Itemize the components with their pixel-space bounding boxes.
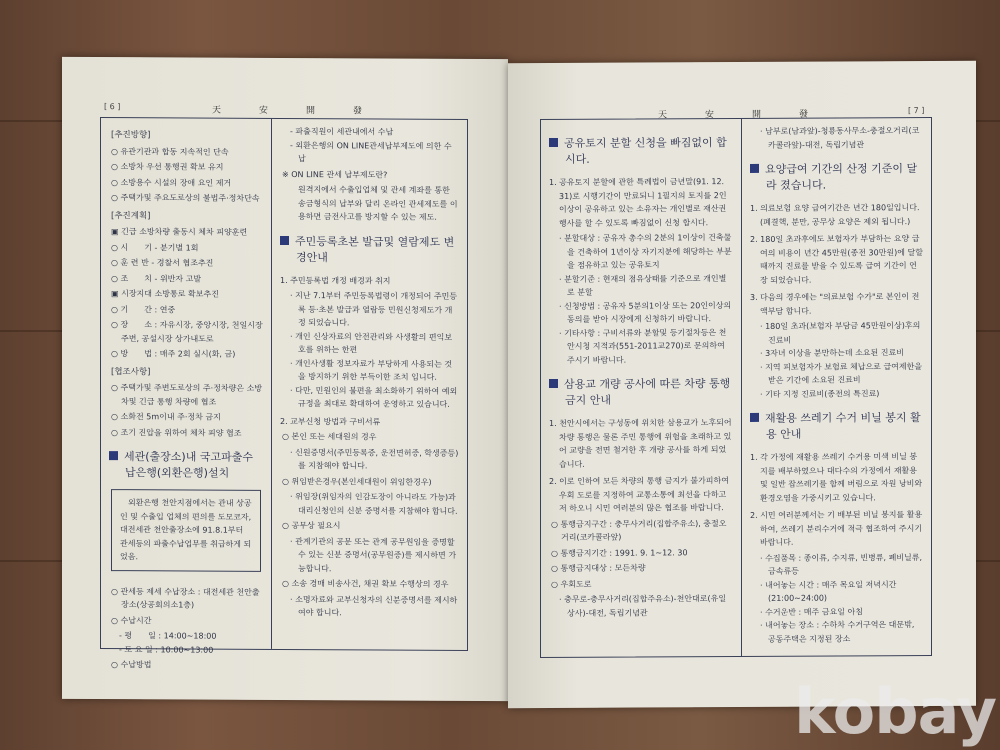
section-heading bbox=[109, 449, 263, 482]
text-line: · 3자녀 이상을 분만하는데 소요된 진료비 bbox=[760, 348, 904, 358]
heading-text: 재활용 쓰레기 수거 비닐 봉지 활용 안내 bbox=[765, 411, 921, 441]
text-line: ○ 소송 경매 비송사건, 채권 확보 수행상의 경우 bbox=[282, 578, 449, 589]
text-line: · 지역 피보험자가 보험료 체납으로 급여제한을 받은 기간에 소요된 진료비 bbox=[760, 361, 923, 385]
text-line: 2. 180일 초과후에도 보험자가 부담하는 요양 급여의 비용이 년간 45만원(종전 30만원)에 달할 때까지 진료를 받을 수 있도록 급여 기간이 연장 되었습니다. bbox=[750, 234, 923, 285]
content-frame bbox=[540, 117, 932, 658]
left-page bbox=[62, 57, 508, 701]
text-line: · 분할대상 : 공유자 총수의 2분의 1이상이 건축물을 건축하여 1년이상 자기지분에 해당하는 부분을 점유하고 있는 공유토지 bbox=[559, 233, 732, 270]
heading-text: 요양급여 기간의 산정 기준이 달라 졌습니다. bbox=[765, 162, 918, 192]
text-line: - 파출직원이 세관내에서 수납 bbox=[290, 127, 394, 137]
text-line: ○ 수납시간 bbox=[111, 615, 152, 625]
text-line: - 토 요 일 : 10:00~13:00 bbox=[119, 644, 214, 655]
subheading: [추진계획] bbox=[111, 210, 151, 221]
section-heading bbox=[280, 233, 459, 266]
square-bullet-icon bbox=[750, 413, 759, 422]
running-title: 天安開發 bbox=[212, 105, 401, 117]
column-2 bbox=[741, 118, 931, 656]
section-heading bbox=[750, 410, 923, 443]
text-line: · 신원증명서(주민등록증, 운전면허증, 학생증등)를 지참해야 합니다. bbox=[290, 447, 459, 471]
subheading: [협조사항] bbox=[111, 366, 151, 377]
text-line: ○ 조기 진압을 위하여 체차 피양 협조 bbox=[111, 427, 242, 438]
square-bullet-icon bbox=[280, 235, 289, 244]
text-line: ○ 주택가및 주요도로상의 불법주·정차단속 bbox=[111, 193, 260, 203]
text-line: · 다만, 민원인의 불편을 최소화하기 위하여 예외 규정을 최대로 확대하여 운영하고 있습니다. bbox=[290, 385, 458, 409]
text-line: - 평 일 : 14:00~18:00 bbox=[119, 631, 217, 641]
text-line: · 신청방법 : 공유자 5분의1이상 또는 20인이상의 동의를 받아 시장에게 신청하기 바랍니다. bbox=[559, 300, 732, 324]
text-line: · 내어놓는 장소 : 수하차 수거구역은 대문밖, 공동주택은 지정된 장소 bbox=[760, 620, 915, 644]
column-2 bbox=[271, 119, 467, 650]
text-line: ○ 통행금지대상 : 모든차량 bbox=[551, 563, 646, 574]
page-number: [ 7 ] bbox=[908, 106, 925, 116]
heading-text: 삼용교 개량 공사에 따른 차량 통행금지 안내 bbox=[564, 377, 731, 407]
text-line: · 남부로(남과앞)-청룡동사무소-충절오거리(코카콜라앞)-대전, 독립기념관 bbox=[760, 126, 920, 150]
text-line: 2. 시민 여러분께서는 기 배부된 비닐 봉지를 활용하여, 쓰레기 분리수거에 적극 협조하여 주시기 바랍니다. bbox=[750, 510, 923, 547]
text-line: · 기타 지정 진료비(종전의 특진료) bbox=[760, 388, 880, 399]
text-line: ○ 방 법 : 매주 2회 실시(화, 금) bbox=[111, 349, 236, 359]
text-line: ○ 관세등 제세 수납장소 : 대전세관 천안출장소(상공회의소1층) bbox=[111, 586, 260, 610]
text-line: · 관계기관의 공문 또는 관계 공무원임을 증명할 수 있는 신분 증명서(공무원증)를 제시하면 가능합니다. bbox=[290, 536, 457, 573]
column-1 bbox=[541, 119, 741, 657]
text-line: 3. 다음의 경우에는 "의료보험 수가"로 본인이 전액부담 합니다. bbox=[750, 292, 920, 316]
section-heading bbox=[549, 376, 733, 409]
text-line: ○ 본인 또는 세대원의 경우 bbox=[282, 431, 377, 442]
text-line: - 외환은행의 ON LINE관세납부제도에 의한 수납 bbox=[290, 140, 452, 164]
boxed-notice: 외환은행 천안지점에서는 관내 상공인 및 수출입 업체의 편의를 도모코자, 대전세관 천안출장소에 91.8.1부터 관세등의 파출수납업무를 취급하게 되었음. bbox=[111, 489, 261, 571]
text-line: ○ 기 간 : 연중 bbox=[111, 304, 176, 314]
square-bullet-icon bbox=[750, 164, 759, 173]
heading-text: 주민등록초본 발급및 열람제도 변경안내 bbox=[295, 234, 455, 264]
text-line: ○ 위임받은경우(본인세대원이 위임한경우) bbox=[282, 476, 432, 487]
heading-text: 세관(출장소)내 국고파출수납은행(외환은행)설치 bbox=[124, 450, 253, 480]
text-line: ▣ 긴급 소방차량 출동시 체차 피양훈련 bbox=[111, 227, 248, 237]
text-line: 2. 교부신청 방법과 구비서류 bbox=[280, 416, 381, 426]
section-heading bbox=[750, 161, 923, 194]
text-line: 1. 주민등록법 개정 배경과 취지 bbox=[280, 275, 391, 286]
text-line: ○ 조 치 - 위반자 고발 bbox=[111, 273, 202, 284]
text-line: ○ 훈 련 반 - 경찰서 협조추진 bbox=[111, 258, 214, 268]
text-line: ○ 소방차 우선 통행권 확보 유지 bbox=[111, 162, 224, 172]
text-line: · 개인 신상자료의 안전관리와 사생활의 편익보호를 위하는 한편 bbox=[290, 331, 453, 355]
text-line: ○ 소방용수 시설의 장애 요인 제거 bbox=[111, 177, 232, 188]
square-bullet-icon bbox=[549, 138, 558, 147]
text-line: · 충무로-충무사거리(집합주유소)-천안대로(유일상사)-대전, 독립기념관 bbox=[559, 594, 727, 618]
text-line: ○ 통행금지구간 : 충무사거리(집합주유소), 충절오거리(코카콜라앞) bbox=[551, 518, 727, 542]
text-line: · 개인사생활 정보자료가 부당하게 사용되는 것을 방지하기 위한 부득이한 조치 입니다. bbox=[290, 358, 453, 382]
text-line: · 지난 7.1부터 주민등록법령이 개정되어 주민등록 등·초본 발급과 열람등 민원신청제도가 개정 되었습니다. bbox=[290, 291, 458, 328]
heading-text: 공유토지 분할 신청을 빠짐없이 합시다. bbox=[564, 136, 727, 166]
text-line: · 180일 초과(보험자 부담금 45만원이상)후의 진료비 bbox=[760, 321, 921, 345]
text-line: · 위임장(위임자의 인감도장이 아니라도 가능)과 대리신청인의 신분 증명서를 지참해야 합니다. bbox=[290, 492, 458, 516]
text-line: ○ 우회도로 bbox=[551, 579, 592, 589]
content-frame bbox=[100, 117, 468, 670]
watermark-logo: kobay bbox=[794, 675, 996, 748]
text-line: 1. 천안시에서는 구성동에 위치한 삼용교가 노후되어 차량 통행은 물론 주민 통행에 위험을 초래하고 있어 교량을 전면 철거한 후 개량 공사를 하게 되었습니다. bbox=[549, 418, 732, 469]
text-line: · 수거운반 : 매주 금요일 아침 bbox=[760, 606, 863, 617]
square-bullet-icon bbox=[549, 379, 558, 388]
text-line: · 내어놓는 시간 : 매주 목요일 저녁시간 (21:00~24:00) bbox=[760, 579, 897, 603]
text-line: · 기타사항 : 구비서류와 분할및 등기절차등은 천안시청 지적과(551-2011교270)로 문의하여 주시기 바랍니다. bbox=[559, 327, 727, 365]
subheading: [추진방향] bbox=[111, 130, 151, 141]
column-1 bbox=[101, 118, 271, 670]
text-line: ○ 공무상 필요시 bbox=[282, 520, 341, 531]
text-line: ○ 장 소 : 자유시장, 중앙시장, 천일시장주변, 공설시장 상가내도로 bbox=[111, 320, 263, 344]
text-line: 원격지에서 수출입업체 및 관세 계좌를 통한 송금형식의 납부와 달리 온라인 관세제도를 이용하면 금전사고를 방지할 수 있는 제도. bbox=[298, 185, 458, 222]
running-title: 天安開發 bbox=[658, 109, 847, 121]
text-line: ○ 주택가및 주변도로상의 주·정차량은 소방차및 긴급 통행 차량에 협조 bbox=[111, 383, 263, 407]
text-line: · 분할기준 : 현재의 점유상태를 기준으로 개인별로 분할 bbox=[559, 273, 727, 297]
text-line: 1. 의료보험 요양 급여기간은 년간 180일입니다.(폐결핵, 분만, 공무상 요양은 제외 됩니다.) bbox=[750, 203, 920, 227]
text-line: ○ 소화전 5m이내 주·정차 금지 bbox=[111, 412, 221, 422]
text-line: ○ 수납방법 bbox=[111, 660, 152, 670]
text-line: · 소명자료와 교부신청자의 신분증명서를 제시하여야 합니다. bbox=[290, 594, 458, 618]
right-page bbox=[508, 61, 976, 708]
text-line: 2. 이로 인하여 모든 차량의 통행 금지가 불가피하여 우회 도로를 지정하여 교통소통에 최선을 다하고저 하오니 시민 여러분의 많은 협조를 바랍니다. bbox=[549, 476, 729, 513]
square-bullet-icon bbox=[109, 451, 118, 460]
text-line: · 수집품목 : 종이류, 수지류, 빈병류, 폐비닐류, 금속류등 bbox=[760, 552, 923, 576]
text-line: 1. 공유토지 분할에 관한 특례법이 금년말(91. 12. 31)로 시행기간이 만료되니 1필지의 토지를 2인이상이 공유하고 있는 소유자는 개인별로 재산권 행사를 할 수 있도록 빠짐없이 신청 합시다. bbox=[549, 177, 727, 228]
text-line: ○ 시 기 - 분기별 1회 bbox=[111, 242, 199, 253]
section-heading bbox=[549, 135, 733, 168]
text-line: ○ 통행금지기간 : 1991. 9. 1~12. 30 bbox=[551, 547, 688, 558]
text-line: 1. 각 가정에 재활용 쓰레기 수거용 미색 비닐 봉지를 배부하였으나 대다수의 가정에서 재활용 및 일반 잡쓰레기를 함께 버림으로 자원 낭비와 환경오염을 가중시키고 있습니다. bbox=[750, 452, 923, 503]
page-number: [ 6 ] bbox=[104, 102, 121, 112]
text-line: ▣ 시장지대 소방통로 확보추진 bbox=[111, 289, 219, 299]
text-line: ○ 유관기관과 합동 지속적인 단속 bbox=[111, 146, 229, 157]
text-line: ※ ON LINE 관세 납부제도란? bbox=[282, 169, 388, 180]
